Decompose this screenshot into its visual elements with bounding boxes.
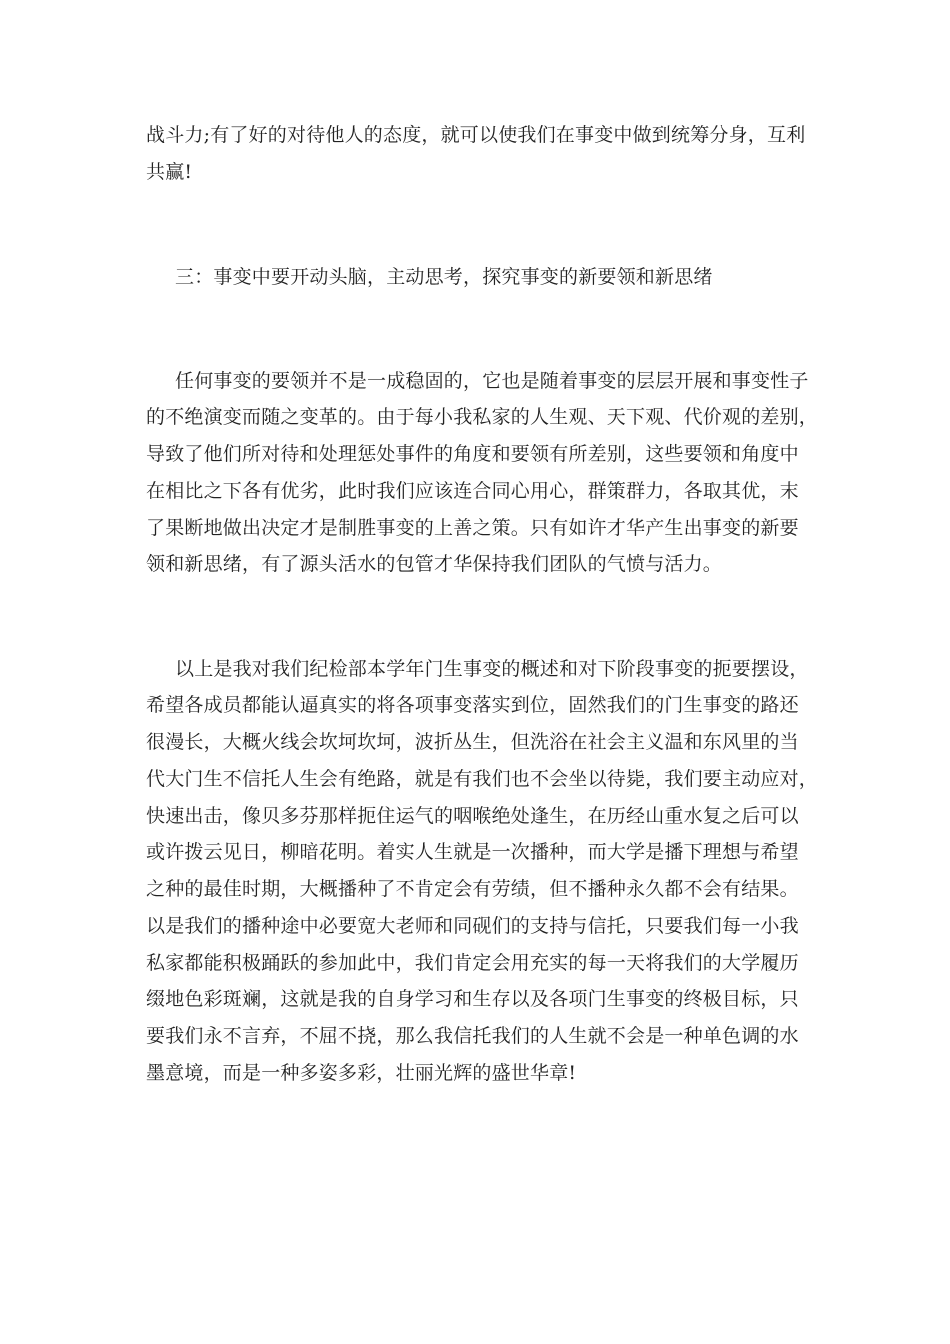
paragraph-2-line-3: 导致了他们所对待和处理惩处事件的角度和要领有所差别，这些要领和角度中 [146, 443, 799, 465]
paragraph-2-line-2: 的不绝演变而随之变革的。由于每小我私家的人生观、天下观、代价观的差别， [146, 406, 819, 428]
section-heading-3: 三：事变中要开动头脑，主动思考，探究事变的新要领和新思绪 [175, 266, 713, 288]
paragraph-3-line-6: 或许拨云见日，柳暗花明。着实人生就是一次播种，而大学是播下理想与希望 [146, 841, 799, 863]
paragraph-3-line-11: 要我们永不言弃，不屈不挠，那么我信托我们的人生就不会是一种单色调的水 [146, 1025, 799, 1047]
paragraph-1-line-1: 战斗力;有了好的对待他人的态度，就可以使我们在事变中做到统筹分身，互利 [146, 124, 806, 146]
paragraph-3-line-4: 代大门生不信托人生会有绝路，就是有我们也不会坐以待毙，我们要主动应对， [146, 768, 819, 790]
paragraph-3-line-9: 私家都能积极踊跃的参加此中，我们肯定会用充实的每一天将我们的大学履历 [146, 952, 799, 974]
paragraph-2-line-5: 了果断地做出决定才是制胜事变的上善之策。只有如许才华产生出事变的新要 [146, 517, 799, 539]
paragraph-1-line-2: 共赢! [146, 161, 193, 183]
paragraph-3-line-8: 以是我们的播种途中必要宽大老师和同砚们的支持与信托，只要我们每一小我 [146, 915, 799, 937]
paragraph-2-line-4: 在相比之下各有优劣，此时我们应该连合同心用心，群策群力，各取其优，末 [146, 480, 799, 502]
paragraph-3-line-2: 希望各成员都能认逼真实的将各项事变落实到位，固然我们的门生事变的路还 [146, 694, 799, 716]
paragraph-3-line-10: 缀地色彩斑斓，这就是我的自身学习和生存以及各项门生事变的终极目标，只 [146, 988, 799, 1010]
paragraph-3-line-12: 墨意境，而是一种多姿多彩，壮丽光辉的盛世华章! [146, 1062, 577, 1084]
paragraph-3-line-1: 以上是我对我们纪检部本学年门生事变的概述和对下阶段事变的扼要摆设， [175, 658, 809, 680]
paragraph-3-line-7: 之种的最佳时期，大概播种了不肯定会有劳绩，但不播种永久都不会有结果。 [146, 878, 799, 900]
paragraph-3-line-5: 快速出击，像贝多芬那样扼住运气的咽喉绝处逢生，在历经山重水复之后可以 [146, 805, 799, 827]
paragraph-2-line-6: 领和新思绪，有了源头活水的包管才华保持我们团队的气愤与活力。 [146, 553, 723, 575]
paragraph-3-line-3: 很漫长，大概火线会坎坷坎坷，波折丛生，但洗浴在社会主义温和东风里的当 [146, 731, 799, 753]
paragraph-2-line-1: 任何事变的要领并不是一成稳固的，它也是随着事变的层层开展和事变性子 [175, 370, 809, 392]
